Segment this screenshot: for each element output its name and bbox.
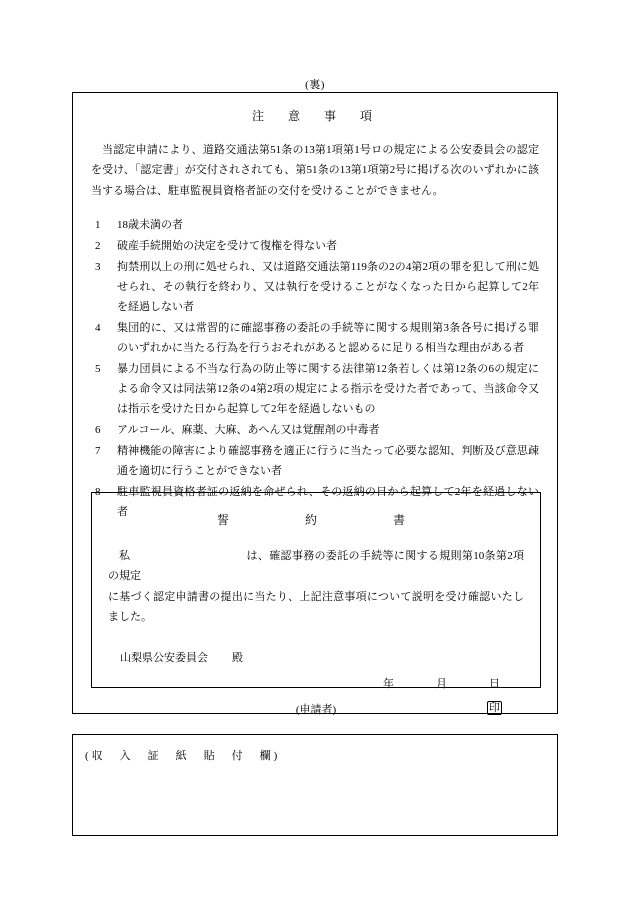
revenue-stamp-label: (収 入 証 紙 貼 付 欄) — [85, 750, 281, 762]
seal-icon: 印 — [489, 702, 500, 715]
notice-item-list — [95, 215, 539, 522]
pledge-name-prefix: 私 — [119, 550, 131, 562]
pledge-addressee-honorific: 殿 — [232, 652, 243, 665]
list-item-text: 破産手続開始の決定を受けて復権を得ない者 — [117, 240, 337, 253]
date-year-label: 年 — [383, 678, 394, 691]
list-item-number: 4 — [95, 322, 101, 335]
list-item — [95, 236, 539, 256]
list-item-number: 2 — [95, 240, 101, 253]
pledge-addressee: 山梨県公安委員会 — [120, 652, 208, 665]
list-item — [95, 359, 539, 419]
list-item-text: 精神機能の障害により確認事務を適正に行うに当たって必要な認知、判断及び意思疎通を適切に行うことができない者 — [117, 445, 539, 478]
list-item — [95, 318, 539, 358]
notice-section — [72, 92, 558, 717]
list-item-number: 6 — [95, 424, 101, 437]
list-item-text: アルコール、麻薬、大麻、あへん又は覚醒剤の中毒者 — [117, 424, 380, 437]
list-item-text: 集団的に、又は常習的に確認事務の委託の手続等に関する規則第3条各号に掲げる罪のいずれかに当たる行為を行うおそれがあると認めるに足りる相当な理由がある者 — [117, 322, 539, 355]
list-item-number: 5 — [95, 363, 101, 376]
date-day-label: 日 — [489, 678, 500, 691]
date-month-label: 月 — [436, 678, 447, 691]
pledge-line-1-suffix: は、確認事務の委託の手続等に関する規則第10条第2項の規定 — [108, 550, 525, 583]
pledge-section — [91, 492, 541, 717]
pledge-body — [108, 546, 524, 627]
pledge-body-line-1 — [108, 546, 524, 587]
list-item-text: 駐車監視員資格者証の返納を命ぜられ、その返納の日から起算して2年を経過しない者 — [117, 486, 539, 519]
list-item — [95, 257, 539, 317]
list-item-text: 18歳未満の者 — [117, 219, 183, 232]
pledge-date-row — [108, 675, 500, 691]
pledge-addressee-row — [120, 649, 524, 665]
list-item-number: 8 — [95, 486, 101, 499]
pledge-title: 誓 約 書 — [216, 513, 415, 527]
list-item-number: 3 — [95, 261, 101, 274]
list-item-number: 7 — [95, 445, 101, 458]
list-item — [95, 420, 539, 440]
list-item-number: 1 — [95, 219, 101, 232]
list-item-text: 拘禁刑以上の刑に処せられ、又は道路交通法第119条の2の4第2項の罪を犯して刑に処せられ、その執行を終わり、又は執行を受けることがなくなった日から起算して2年を経過しない者 — [117, 261, 539, 314]
list-item-text: 暴力団員による不当な行為の防止等に関する法律第12条若しくは第12条の6の規定による命令又は同法第12条の4第2項の規定による指示を受けた者であって、当該命令又は指示を受けた日から起算して2年を経過しないもの — [117, 363, 539, 416]
pledge-body-line-2: に基づく認定申請書の提出に当たり、上記注意事項について説明を受け確認いたしました。 — [108, 590, 524, 624]
revenue-stamp-section — [72, 734, 558, 836]
notice-intro-paragraph: 当認定申請により、道路交通法第51条の13第1項第1号ロの規定による公安委員会の認定を受け、「認定書」が交付されされても、第51条の13第1項第2号に掲げる次のいずれかに該当する場合は、駐車監視員資格者証の交付を受けることができません。 — [91, 144, 539, 197]
notice-title: 注 意 事 項 — [251, 109, 378, 123]
applicant-label: (申請者) — [295, 704, 337, 717]
list-item — [95, 441, 539, 481]
page-side-label: (裏) — [305, 79, 325, 91]
list-item — [95, 215, 539, 235]
pledge-applicant-row — [108, 701, 524, 717]
